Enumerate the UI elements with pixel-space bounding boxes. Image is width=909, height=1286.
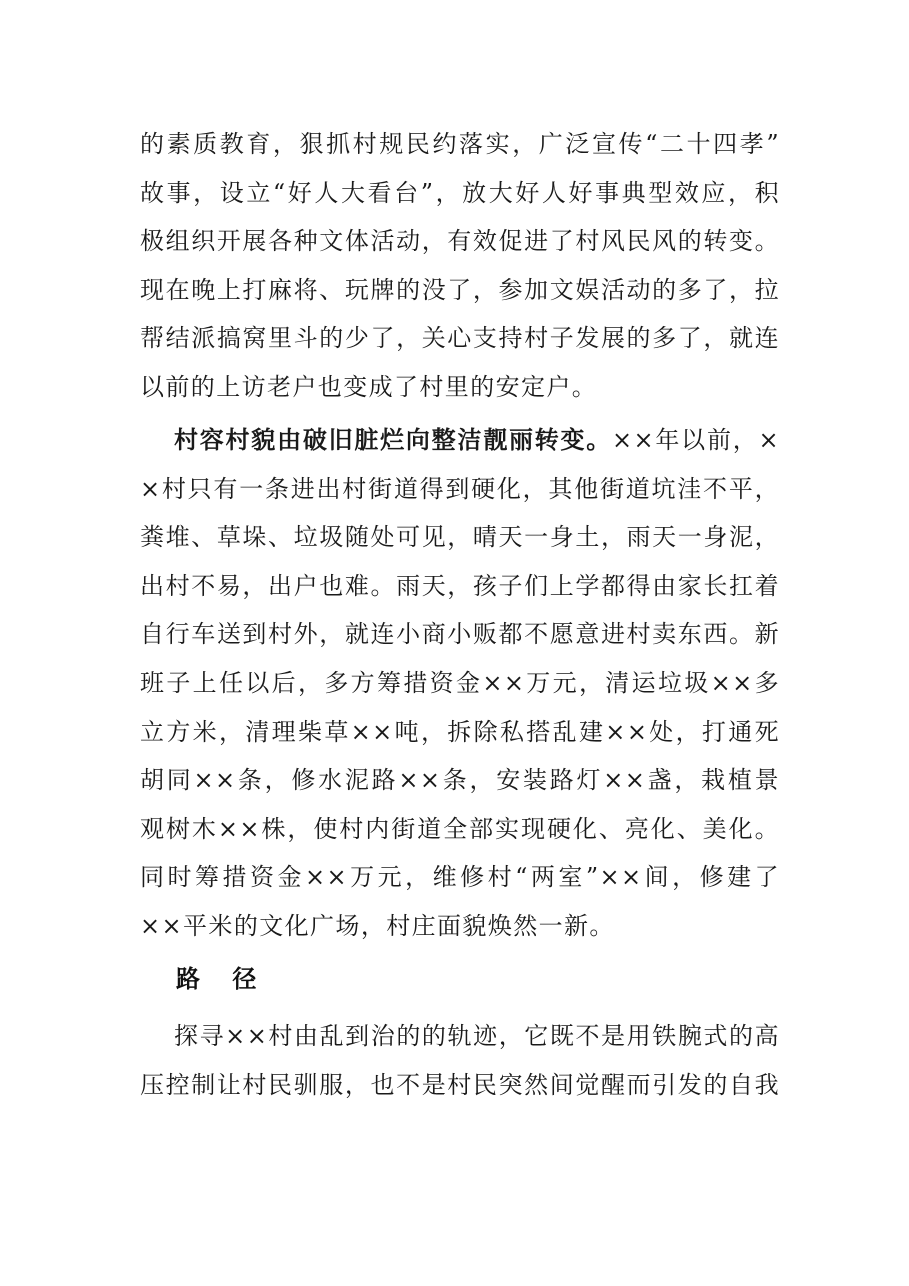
paragraph-line: 班子上任以后，多方筹措资金××万元，清运垃圾××多 (140, 668, 780, 697)
paragraph-line: 观树木××株，使村内街道全部实现硬化、亮化、美化。 (140, 814, 780, 843)
paragraph-line: 自行车送到村外，就连小商小贩都不愿意进村卖东西。新 (140, 620, 780, 649)
paragraph-line: ××平米的文化广场，村庄面貌焕然一新。 (140, 911, 615, 940)
paragraph-line: 故事，设立“好人大看台”，放大好人好事典型效应，积 (140, 178, 780, 207)
paragraph-line: 立方米，清理柴草××吨，拆除私搭乱建××处，打通死 (140, 717, 780, 746)
paragraph-3 (140, 1012, 780, 1109)
paragraph-2 (140, 416, 780, 951)
paragraph-lead-rest: ××年以前，× (612, 426, 780, 454)
paragraph-line: 现在晚上打麻将、玩牌的没了，参加文娱活动的多了，拉 (140, 275, 780, 304)
paragraph-line: 极组织开展各种文体活动，有效促进了村风民风的转变。 (140, 227, 780, 256)
paragraph-line: 帮结派搞窝里斗的少了，关心支持村子发展的多了，就连 (140, 324, 780, 353)
paragraph-line: 以前的上访老户也变成了村里的安定户。 (140, 372, 598, 401)
paragraph-line: 粪堆、草垛、垃圾随处可见，晴天一身土，雨天一身泥， (140, 523, 780, 552)
paragraph-line: ×村只有一条进出村街道得到硬化，其他街道坑洼不平， (140, 474, 780, 503)
paragraph-line: 压控制让村民驯服，也不是村民突然间觉醒而引发的自我 (140, 1070, 780, 1099)
paragraph-line: 探寻××村由乱到治的的轨迹，它既不是用铁腕式的高 (174, 1022, 780, 1050)
paragraph-line: 的素质教育，狠抓村规民约落实，广泛宣传“二十四孝” (140, 130, 780, 158)
paragraph-line: 胡同××条，修水泥路××条，安装路灯××盏，栽植景 (140, 766, 780, 795)
paragraph-line: 出村不易，出户也难。雨天，孩子们上学都得由家长扛着 (140, 571, 780, 600)
paragraph-first-line (140, 416, 780, 465)
paragraph-lead-bold: 村容村貌由破旧脏烂向整洁靓丽转变。 (174, 425, 613, 454)
paragraph-line: 同时筹措资金××万元，维修村“两室”××间，修建了 (140, 863, 780, 892)
paragraph-1 (140, 120, 780, 412)
section-heading: 路 径 (176, 964, 269, 993)
